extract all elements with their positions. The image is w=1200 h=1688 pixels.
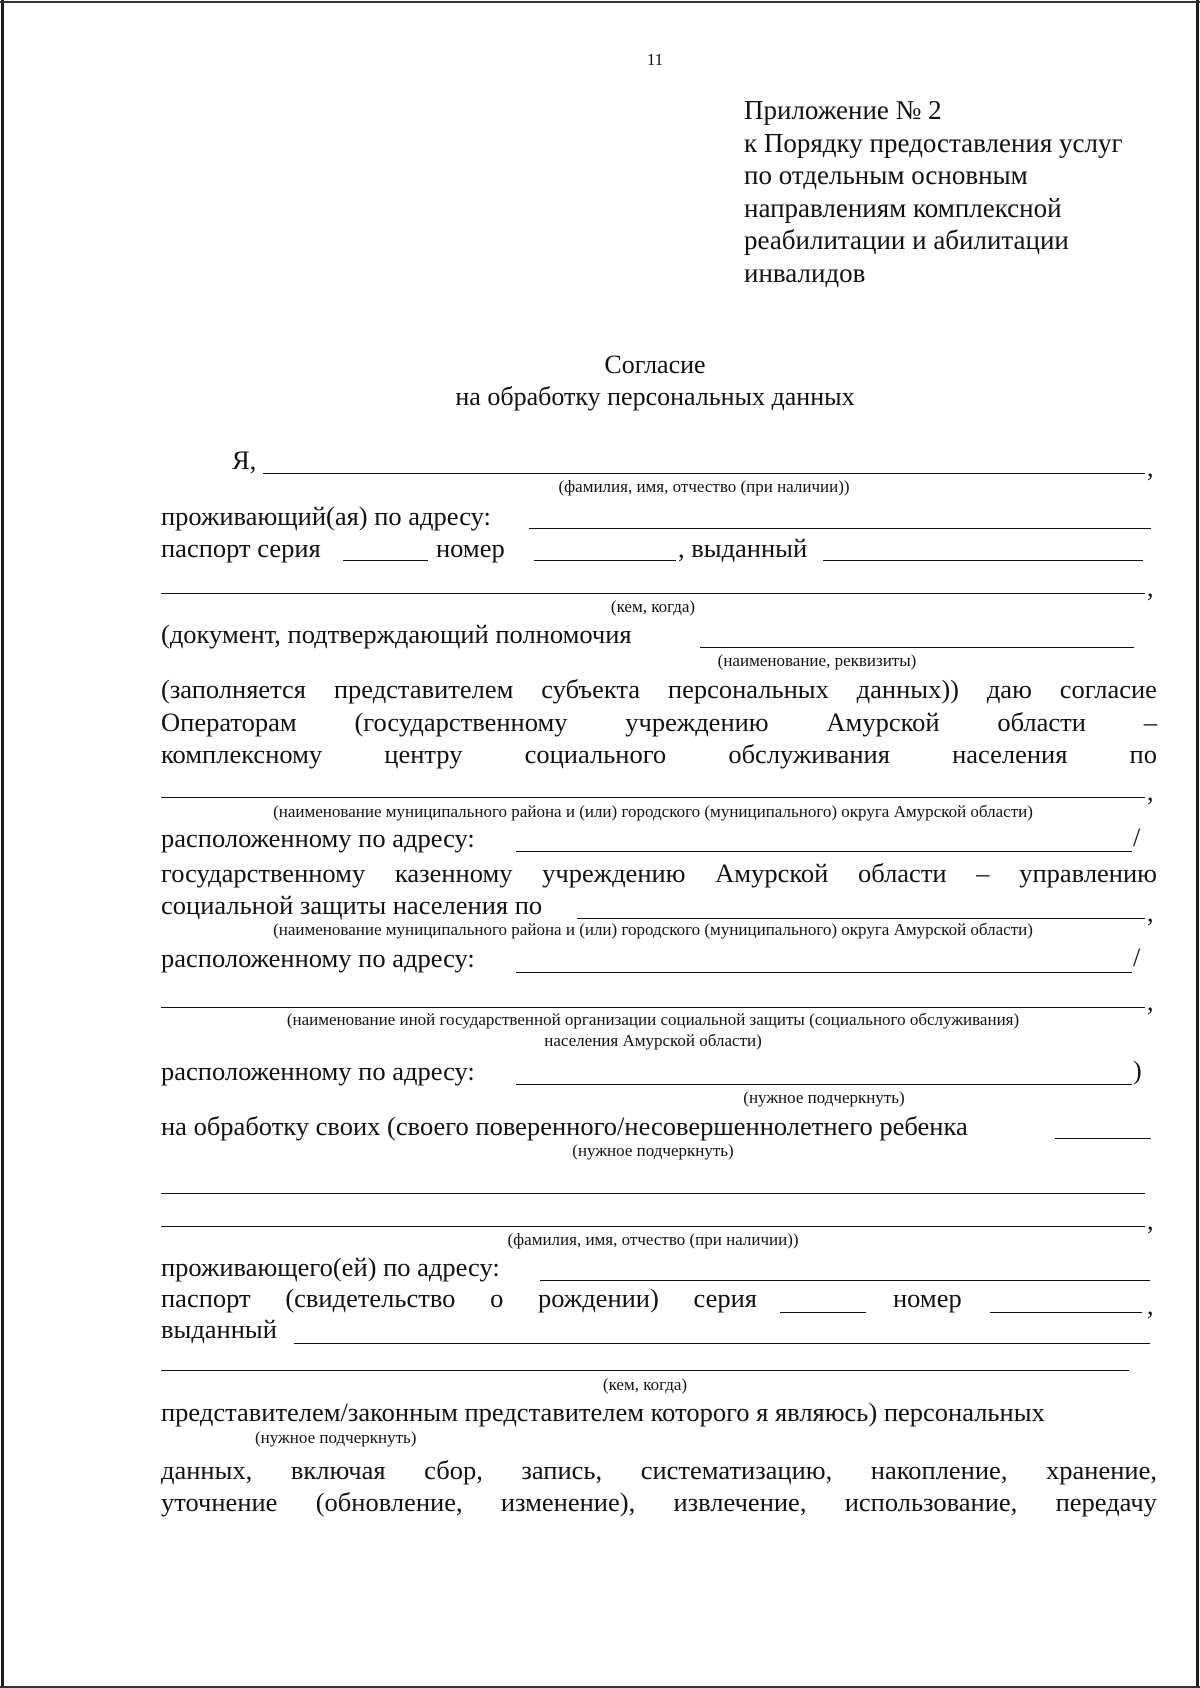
- word: извлечение,: [673, 1487, 807, 1517]
- word: включая: [290, 1455, 386, 1485]
- appendix-line: реабилитации и абилитации: [744, 225, 1069, 255]
- issuer2-field-line[interactable]: [161, 1370, 1129, 1371]
- fio-caption: (фамилия, имя, отчество (при наличии)): [507, 1230, 799, 1249]
- document-title: Согласие: [604, 350, 706, 379]
- word: области: [997, 707, 1086, 737]
- comma-mark: ,: [1147, 898, 1154, 927]
- cert-number-field[interactable]: [990, 1312, 1142, 1313]
- underline-needed-caption: (нужное подчеркнуть): [255, 1428, 417, 1447]
- word: –: [1143, 707, 1157, 737]
- by-whom-caption: (кем, когда): [602, 1375, 688, 1394]
- comma-mark: ,: [1147, 987, 1154, 1016]
- word: систематизацию,: [640, 1455, 833, 1485]
- municipal-caption: (наименование муниципального района и (или) городского (муниципального) округа Амурской области): [273, 802, 1033, 821]
- word: комплексному: [161, 739, 323, 769]
- authority-doc-label: (документ, подтверждающий полномочия: [161, 619, 632, 649]
- residing-label: проживающий(ая) по адресу:: [161, 501, 491, 531]
- located-label: расположенному по адресу:: [161, 1056, 475, 1086]
- by-whom-caption: (кем, когда): [610, 597, 696, 616]
- word: хранение,: [1046, 1455, 1157, 1485]
- passport-series-field[interactable]: [343, 560, 428, 561]
- word: даю: [986, 674, 1032, 704]
- word: (обновление,: [315, 1487, 463, 1517]
- word: рождении): [538, 1283, 659, 1313]
- appendix-line: к Порядку предоставления услуг: [744, 127, 1123, 158]
- word: изменение),: [500, 1487, 636, 1517]
- word: серия: [693, 1283, 757, 1313]
- word: согласие: [1059, 674, 1157, 704]
- word: (заполняется: [161, 674, 306, 704]
- word: субъекта: [541, 674, 641, 704]
- other-org-field-line[interactable]: [161, 1007, 1145, 1008]
- word: уточнение: [161, 1487, 278, 1517]
- other-org-caption: (наименование иной государственной организации социальной защиты (социального обслуживания): [286, 1010, 1020, 1029]
- underline-needed-caption: (нужное подчеркнуть): [743, 1088, 905, 1107]
- child-name-field-line[interactable]: [161, 1226, 1145, 1227]
- underline-needed-caption: (нужное подчеркнуть): [572, 1141, 734, 1160]
- located-label: расположенному по адресу:: [161, 823, 475, 853]
- word: представителем: [333, 674, 514, 704]
- other-org-caption: населения Амурской области): [544, 1031, 762, 1050]
- word: управлению: [1019, 858, 1157, 888]
- comma-mark: ,: [1147, 453, 1154, 482]
- word: центру: [384, 739, 463, 769]
- passport-series-label: паспорт серия: [161, 533, 321, 563]
- word: обслуживания: [728, 739, 890, 769]
- word: населения: [952, 739, 1068, 769]
- paragraph-line: [161, 738, 1157, 770]
- word: данных)): [856, 674, 959, 704]
- scan-edge-left: [1, 0, 4, 1688]
- fio-field-line[interactable]: [263, 473, 1145, 474]
- municipal-caption: (наименование муниципального района и (или) городского (муниципального) округа Амурской области): [273, 920, 1033, 939]
- appendix-block: [744, 94, 1123, 289]
- issued2-field-line[interactable]: [294, 1343, 1150, 1344]
- paragraph-line: [161, 1486, 1157, 1518]
- comma-mark: ,: [1147, 777, 1154, 806]
- representative-line: представителем/законным представителем которого я являюсь) персональных: [161, 1397, 1045, 1427]
- word: Амурской: [715, 858, 829, 888]
- issued-by-field[interactable]: [823, 560, 1143, 561]
- fio-caption: (фамилия, имя, отчество (при наличии)): [558, 477, 850, 496]
- document-subtitle: на обработку персональных данных: [455, 382, 855, 411]
- birth-cert-line: [161, 1282, 757, 1314]
- word: персональных: [667, 674, 829, 704]
- word: использование,: [844, 1487, 1018, 1517]
- comma-mark: ,: [1147, 573, 1154, 602]
- word: данных,: [161, 1455, 253, 1485]
- appendix-line: инвалидов: [744, 257, 866, 288]
- located-address-field[interactable]: [516, 972, 1132, 973]
- appendix-line: направлениям комплексной: [744, 192, 1062, 223]
- issuer-field-line[interactable]: [161, 593, 1145, 594]
- word: о: [490, 1283, 504, 1313]
- word: учреждению: [625, 707, 769, 737]
- social-protection-field[interactable]: [577, 918, 1145, 919]
- paragraph-line: [161, 1454, 1157, 1486]
- word: сбор,: [424, 1455, 483, 1485]
- appendix-line: Приложение № 2: [744, 95, 942, 125]
- scan-edge-top: [0, 1, 1200, 3]
- address-field-line[interactable]: [529, 528, 1151, 529]
- word: государственному: [161, 858, 366, 888]
- residing2-label: проживающего(ей) по адресу:: [161, 1252, 500, 1282]
- word: запись,: [521, 1455, 603, 1485]
- word: социального: [524, 739, 667, 769]
- cert-series-field[interactable]: [780, 1312, 866, 1313]
- child-field-line[interactable]: [1055, 1138, 1151, 1139]
- word: накопление,: [870, 1455, 1008, 1485]
- authority-caption: (наименование, реквизиты): [717, 651, 917, 670]
- word: –: [976, 858, 990, 888]
- i-label: Я,: [232, 445, 257, 475]
- word: паспорт: [161, 1283, 251, 1313]
- social-protection-label: социальной защиты населения по: [161, 890, 543, 920]
- close-paren-mark: ): [1133, 1056, 1142, 1085]
- word: Амурской: [826, 707, 940, 737]
- appendix-line: по отдельным основным: [744, 160, 1028, 190]
- scan-edge-right: [1196, 0, 1199, 1688]
- word: области: [858, 858, 947, 888]
- issued-by-label: , выданный: [678, 533, 808, 563]
- comma-mark: ,: [1147, 1206, 1154, 1235]
- passport-number-label: номер: [436, 533, 505, 563]
- word: учреждению: [542, 858, 686, 888]
- slash-mark: /: [1133, 943, 1141, 972]
- located-address-field[interactable]: [516, 851, 1132, 852]
- cert-number-label: номер: [893, 1283, 962, 1313]
- paragraph-line: [161, 857, 1157, 889]
- address2-field-line[interactable]: [540, 1280, 1150, 1281]
- located-address-field[interactable]: [516, 1084, 1132, 1085]
- slash-mark: /: [1133, 823, 1141, 852]
- comma-mark: ,: [1147, 1291, 1154, 1320]
- word: Операторам: [161, 707, 297, 737]
- passport-number-field[interactable]: [534, 560, 676, 561]
- child-name-field-line[interactable]: [161, 1193, 1145, 1194]
- located-label: расположенному по адресу:: [161, 943, 475, 973]
- authority-doc-field[interactable]: [700, 647, 1134, 648]
- word: (свидетельство: [285, 1283, 456, 1313]
- municipal-field-line[interactable]: [161, 797, 1145, 798]
- word: передачу: [1055, 1487, 1157, 1517]
- issued2-label: выданный: [161, 1314, 277, 1344]
- word: казенному: [394, 858, 513, 888]
- word: (государственному: [354, 707, 568, 737]
- word: по: [1129, 739, 1157, 769]
- processing-own-label: на обработку своих (своего поверенного/несовершеннолетнего ребенка: [161, 1111, 968, 1141]
- page-number: 11: [646, 50, 664, 69]
- paragraph-line: [161, 706, 1157, 738]
- paragraph-line: [161, 673, 1157, 705]
